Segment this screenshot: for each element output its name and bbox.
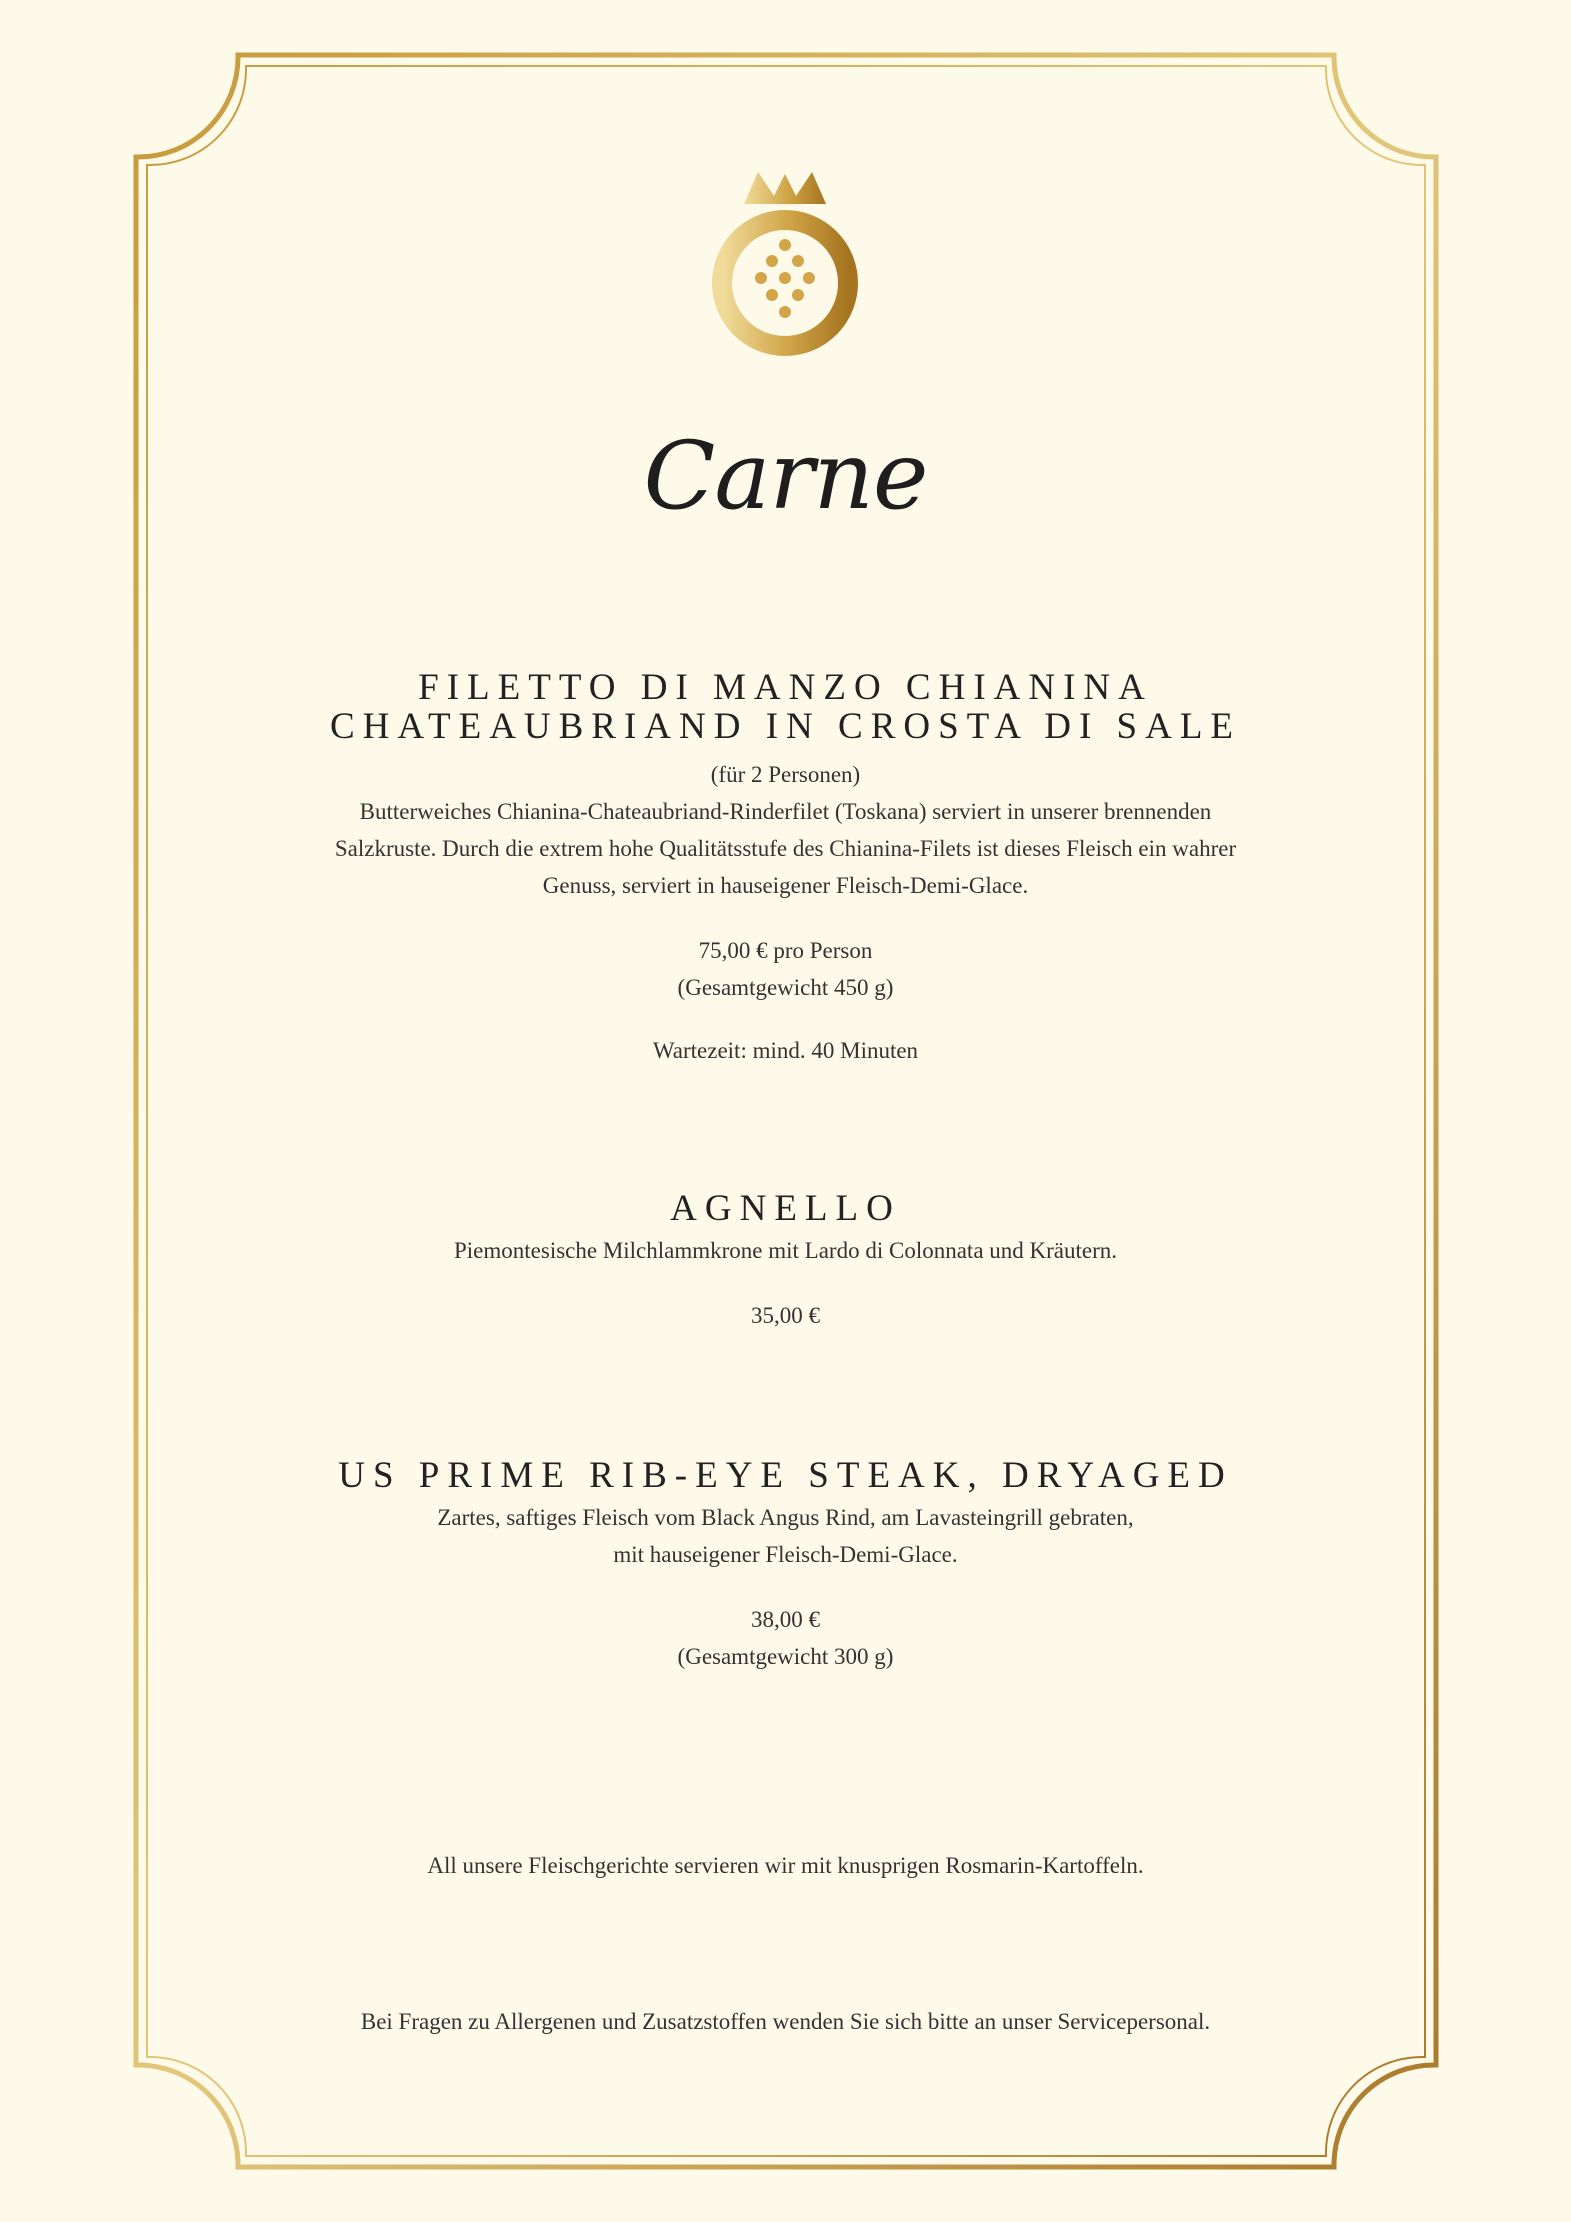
dish-weight: (Gesamtgewicht 300 g)	[677, 1644, 894, 1669]
allergen-text: Bei Fragen zu Allergenen und Zusatzstoffen wenden Sie sich bitte an unser Servicepersonal.	[360, 2009, 1211, 2034]
dish-weight: (Gesamtgewicht 450 g)	[677, 975, 894, 1000]
dish-description-line: Zartes, saftiges Fleisch vom Black Angus Rind, am Lavasteingrill gebraten,	[437, 1505, 1134, 1530]
dish-waiting-time: Wartezeit: mind. 40 Minuten	[652, 1038, 919, 1063]
dish-description-line: mit hauseigener Fleisch-Demi-Glace.	[613, 1542, 958, 1567]
dish-filetto	[0, 668, 1571, 1069]
page-title: Carne	[643, 422, 928, 531]
dish-agnello	[0, 1189, 1571, 1334]
dish-price: 75,00 € pro Person	[698, 938, 873, 963]
dish-name-line: FILETTO DI MANZO CHIANINA	[418, 667, 1153, 708]
dish-description-line: Genuss, serviert in hauseigener Fleisch-Demi-Glace.	[542, 873, 1029, 898]
dish-description: Piemontesische Milchlammkrone mit Lardo di Colonnata und Kräutern.	[453, 1238, 1118, 1263]
dish-description-line: Salzkruste. Durch die extrem hohe Qualitätsstufe des Chianina-Filets ist dieses Fleisch ein wahrer	[334, 836, 1237, 861]
allergen-note	[0, 2003, 1571, 2040]
dish-description-line: Butterweiches Chianina-Chateaubriand-Rinderfilet (Toskana) serviert in unserer brennenden	[359, 799, 1212, 824]
dish-note: (für 2 Personen)	[710, 762, 861, 787]
crowned-pomegranate-logo	[700, 168, 870, 358]
side-dish-text: All unsere Fleischgerichte servieren wir mit knusprigen Rosmarin-Kartoffeln.	[427, 1853, 1144, 1878]
side-dish-note	[0, 1847, 1571, 1884]
dish-price: 38,00 €	[751, 1607, 820, 1632]
dish-name-line: CHATEAUBRIAND IN CROSTA DI SALE	[329, 706, 1242, 747]
dish-rib-eye	[0, 1456, 1571, 1675]
dish-name: US PRIME RIB-EYE STEAK, DRYAGED	[338, 1455, 1233, 1496]
dish-price: 35,00 €	[751, 1303, 820, 1328]
dish-name: AGNELLO	[670, 1188, 901, 1229]
